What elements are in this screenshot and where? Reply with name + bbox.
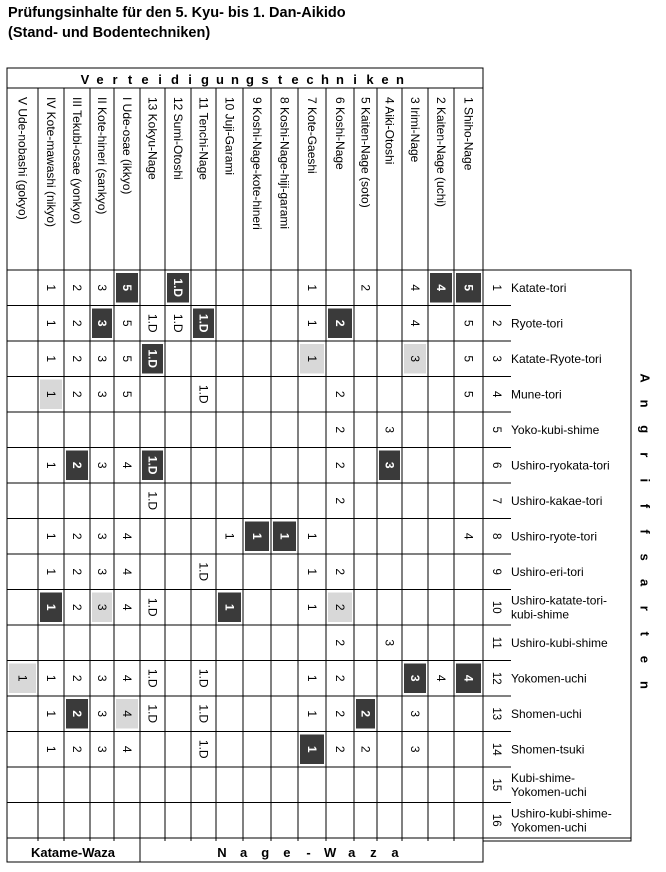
defense-header-letter: s <box>261 72 269 87</box>
nage-waza-letter: - <box>306 845 311 860</box>
defense-header-letter: g <box>201 72 209 87</box>
grade-mark: 1 <box>305 319 319 327</box>
grade-mark: 4 <box>434 674 448 682</box>
attack-name: Shomen-uchi <box>511 706 582 721</box>
attack-number: 1 <box>490 284 502 291</box>
grade-mark: 2 <box>358 710 373 718</box>
nage-waza-letter: a <box>348 845 356 860</box>
technique-header: 8 Koshi-Nage-hiji-garami <box>277 97 292 230</box>
defense-header-letter: n <box>336 72 344 87</box>
grade-mark: 1 <box>305 355 319 363</box>
defense-header-letter: u <box>216 72 224 87</box>
attack-name: Shomen-tsuki <box>511 742 585 757</box>
grade-mark: 5 <box>120 319 134 327</box>
grade-mark: 4 <box>408 319 422 327</box>
defense-header-letter: e <box>291 72 299 87</box>
attack-name: Ushiro-kubi-shime- <box>511 806 612 821</box>
grade-mark: 4 <box>434 284 448 292</box>
grade-mark: 1 <box>44 390 58 398</box>
grade-mark: 1 <box>305 568 319 576</box>
grade-mark: 1 <box>44 284 58 292</box>
grade-mark: 2 <box>70 674 84 682</box>
defense-header-letter: d <box>171 72 179 87</box>
grade-mark: 2 <box>358 284 373 292</box>
grade-mark: 5 <box>461 319 476 327</box>
grade-mark: 2 <box>333 674 347 682</box>
attack-number: 2 <box>490 320 502 327</box>
attack-number: 12 <box>490 671 502 685</box>
grade-mark: 3 <box>408 674 422 682</box>
grade-mark: 5 <box>461 390 476 398</box>
attack-header-letter: f <box>637 529 653 534</box>
grade-mark: 2 <box>333 639 347 647</box>
grade-mark: 1.D <box>145 704 160 724</box>
grade-mark: 3 <box>95 568 109 576</box>
attack-name: Ryote-tori <box>511 316 564 331</box>
grade-mark: 1 <box>44 674 58 682</box>
grade-mark: 2 <box>333 745 347 753</box>
technique-header: 3 Irimi-Nage <box>408 97 422 163</box>
grade-mark: 4 <box>461 532 476 540</box>
grade-mark: 3 <box>382 639 397 647</box>
attack-number: 4 <box>490 391 502 398</box>
attack-name: Ushiro-ryokata-tori <box>511 458 610 473</box>
defense-header-letter: c <box>306 72 314 87</box>
grade-mark: 3 <box>95 390 109 398</box>
grade-mark: 1 <box>305 603 319 611</box>
grade-mark: 1 <box>44 532 58 540</box>
grade-mark: 2 <box>358 745 373 753</box>
nage-waza-letter: z <box>370 845 377 860</box>
grade-mark: 1 <box>305 710 319 718</box>
grade-mark: 4 <box>120 568 134 576</box>
defense-header-letter: n <box>396 72 404 87</box>
technique-header: 6 Koshi-Nage <box>333 97 347 170</box>
grade-mark: 1 <box>305 745 319 753</box>
defense-header-letter: V <box>80 72 90 87</box>
attack-name: Yokomen-uchi <box>511 784 587 799</box>
grade-mark: 1 <box>250 532 264 540</box>
grade-mark: 2 <box>333 568 347 576</box>
defense-header-letter: t <box>277 72 283 87</box>
grade-mark: 2 <box>333 497 347 505</box>
technique-header: 1 Shiho-Nage <box>461 97 476 171</box>
attack-name: Yoko-kubi-shime <box>511 422 600 437</box>
defense-header-letter: i <box>158 72 162 87</box>
grade-mark: 1.D <box>196 562 211 582</box>
attack-header-letter: n <box>637 399 653 408</box>
attack-name: Yokomen-uchi <box>511 671 587 686</box>
grade-mark: 1 <box>44 319 58 327</box>
grade-mark: 2 <box>333 426 347 434</box>
grade-mark: 1.D <box>196 668 211 688</box>
attack-header-letter: f <box>637 503 653 509</box>
attack-number: 3 <box>490 355 502 362</box>
grade-mark: 1 <box>44 745 58 753</box>
nage-waza-letter: W <box>323 845 337 860</box>
grade-mark: 3 <box>408 710 422 718</box>
attack-header-letter: e <box>637 655 653 664</box>
technique-header: 13 Kokyu-Nage <box>145 97 160 180</box>
grade-mark: 4 <box>120 710 134 718</box>
grade-mark: 1.D <box>196 704 211 724</box>
page-title: Prüfungsinhalte für den 5. Kyu- bis 1. Dan-Aikido <box>8 5 346 21</box>
grade-mark: 2 <box>70 745 84 753</box>
grade-mark: 1 <box>44 710 58 718</box>
defense-header-letter: e <box>96 72 104 87</box>
attack-name: Katate-tori <box>511 280 567 295</box>
defense-header-letter: n <box>231 72 239 87</box>
grade-mark: 1.D <box>171 278 185 298</box>
grade-mark: 3 <box>408 355 422 363</box>
grade-mark: 1.D <box>145 349 160 369</box>
grade-mark: 3 <box>95 674 109 682</box>
attack-number: 7 <box>490 497 502 504</box>
grade-mark: 1 <box>44 461 58 469</box>
defense-header-letter: i <box>353 72 357 87</box>
defense-header-letter: h <box>321 72 329 87</box>
grade-mark: 2 <box>70 603 84 611</box>
grade-mark: 1.D <box>145 597 160 617</box>
grade-mark: 3 <box>95 745 109 753</box>
grade-mark: 1 <box>222 603 237 611</box>
attack-name: Ushiro-kakae-tori <box>511 493 603 508</box>
attack-name: Ushiro-katate-tori- <box>511 593 608 608</box>
defense-header-letter: g <box>246 72 254 87</box>
grade-mark: 3 <box>95 461 109 469</box>
defense-header-letter: t <box>127 72 133 87</box>
technique-header: III Tekubi-osae (yonkyo) <box>70 97 84 225</box>
grade-mark: 5 <box>120 284 134 292</box>
attack-name: Katate-Ryote-tori <box>511 351 602 366</box>
grade-mark: 4 <box>120 461 134 469</box>
attack-header-letter: t <box>637 631 653 637</box>
technique-header: V Ude-nobashi (gokyo) <box>15 97 30 220</box>
attack-name: Mune-tori <box>511 387 562 402</box>
technique-header: 2 Kaiten-Nage (uchi) <box>434 97 448 208</box>
grade-mark: 3 <box>95 603 109 611</box>
grade-mark: 2 <box>70 319 84 327</box>
attack-number: 16 <box>490 813 502 827</box>
grade-mark: 3 <box>95 319 109 327</box>
grade-mark: 1 <box>44 568 58 576</box>
grade-mark: 3 <box>95 710 109 718</box>
attack-number: 15 <box>490 778 502 792</box>
grade-mark: 2 <box>70 461 84 469</box>
grade-mark: 2 <box>70 390 84 398</box>
defense-header-letter: e <box>141 72 149 87</box>
grade-mark: 2 <box>70 355 84 363</box>
grade-mark: 1 <box>15 674 30 682</box>
nage-waza-letter: a <box>391 845 399 860</box>
grade-mark: 3 <box>382 426 397 434</box>
grade-mark: 1 <box>305 532 319 540</box>
grade-mark: 3 <box>382 461 397 469</box>
technique-header: 9 Koshi-Nage-kote-hineri <box>250 97 264 230</box>
grade-mark: 2 <box>333 461 347 469</box>
attack-header-letter: g <box>637 425 653 434</box>
grade-mark: 1.D <box>196 739 211 759</box>
technique-header: II Kote-hineri (sankyo) <box>95 97 109 215</box>
grade-mark: 4 <box>120 603 134 611</box>
nage-waza-letter: N <box>217 845 227 860</box>
grade-mark: 1.D <box>145 491 160 511</box>
attack-header-letter: s <box>637 553 653 561</box>
technique-header: IV Kote-mawashi (nikyo) <box>44 97 58 228</box>
attack-header-letter: a <box>637 579 653 587</box>
technique-header: I Ude-osae (ikkyo) <box>120 97 134 195</box>
attack-header-letter: n <box>637 681 653 689</box>
technique-header: 12 Sumi-Otoshi <box>171 97 185 180</box>
attack-number: 11 <box>490 636 502 649</box>
nage-waza-letter: g <box>261 845 270 860</box>
katame-waza-label: Katame-Waza <box>30 845 116 860</box>
grade-mark: 2 <box>333 319 347 327</box>
grade-mark: 3 <box>95 355 109 363</box>
attack-number: 6 <box>490 462 502 469</box>
attack-name: Yokomen-uchi <box>511 820 587 835</box>
attack-header-letter: r <box>637 452 653 458</box>
attack-name: Ushiro-kubi-shime <box>511 635 608 650</box>
grade-mark: 1.D <box>196 384 211 404</box>
defense-header-letter: i <box>188 72 192 87</box>
attack-number: 8 <box>490 533 502 540</box>
technique-header: 11 Tenchi-Nage <box>196 97 211 180</box>
grade-mark: 1.D <box>145 668 160 688</box>
grade-mark: 5 <box>461 284 476 292</box>
grade-mark: 4 <box>120 674 134 682</box>
attack-number: 9 <box>490 568 502 575</box>
grade-mark: 1 <box>44 603 58 611</box>
grade-mark: 2 <box>70 284 84 292</box>
grade-mark: 3 <box>408 745 422 753</box>
grade-mark: 1 <box>222 532 237 540</box>
grade-mark: 1.D <box>145 455 160 475</box>
technique-header: 4 Aiki-Otoshi <box>382 97 397 165</box>
grade-mark: 1.D <box>196 313 211 333</box>
defense-header-letter: k <box>366 72 374 87</box>
attack-name: Ushiro-eri-tori <box>511 564 584 579</box>
attack-name: Kubi-shime- <box>511 770 576 785</box>
page-subtitle: (Stand- und Bodentechniken) <box>8 25 211 41</box>
defense-header-letter: e <box>381 72 389 87</box>
grade-mark: 4 <box>120 532 134 540</box>
technique-header: 10 Juji-Garami <box>222 97 237 176</box>
nage-waza-letter: e <box>283 845 291 860</box>
grade-mark: 5 <box>461 355 476 363</box>
attack-number: 14 <box>490 742 502 756</box>
grade-mark: 5 <box>120 355 134 363</box>
grade-mark: 1 <box>44 355 58 363</box>
grade-mark: 2 <box>333 710 347 718</box>
attack-number: 13 <box>490 707 502 721</box>
attack-number: 5 <box>490 426 502 433</box>
grade-mark: 2 <box>333 603 347 611</box>
grade-mark: 1 <box>277 532 292 540</box>
attack-header-letter: i <box>637 478 653 483</box>
attack-header-letter: A <box>637 373 653 383</box>
grade-mark: 2 <box>70 710 84 718</box>
grade-mark: 2 <box>70 568 84 576</box>
technique-header: 5 Kaiten-Nage (soto) <box>358 97 373 208</box>
attack-number: 10 <box>490 600 502 614</box>
grade-mark: 4 <box>408 284 422 292</box>
grade-mark: 1 <box>305 674 319 682</box>
grade-mark: 1 <box>305 284 319 292</box>
grade-mark: 1.D <box>145 313 160 333</box>
attack-name: kubi-shime <box>511 607 570 622</box>
grade-mark: 4 <box>120 745 134 753</box>
grade-mark: 2 <box>70 532 84 540</box>
grade-mark: 4 <box>461 674 476 682</box>
grade-mark: 2 <box>333 390 347 398</box>
grade-mark: 3 <box>95 532 109 540</box>
grade-mark: 5 <box>120 390 134 398</box>
attack-name: Ushiro-ryote-tori <box>511 529 598 544</box>
technique-header: 7 Kote-Gaeshi <box>305 97 319 174</box>
nage-waza-letter: a <box>240 845 248 860</box>
defense-header-letter: r <box>112 72 118 87</box>
grade-mark: 3 <box>95 284 109 292</box>
grade-mark: 1.D <box>171 313 185 333</box>
attack-header-letter: r <box>637 605 653 611</box>
